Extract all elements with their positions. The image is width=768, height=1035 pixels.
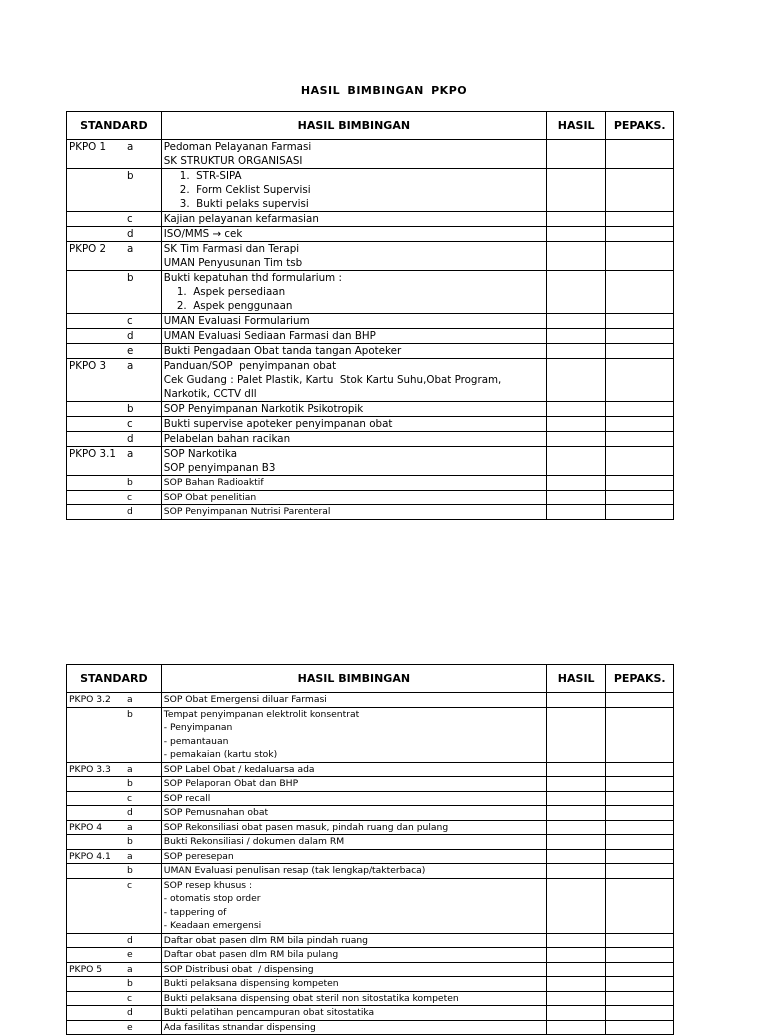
hasil-bimbingan-cell bbox=[161, 402, 546, 417]
standard-subitem: a bbox=[127, 763, 133, 775]
standard-cell bbox=[67, 212, 162, 227]
standard-code: PKPO 4 bbox=[69, 821, 103, 833]
hasil-bimbingan-cell bbox=[161, 962, 546, 977]
hasil-bimbingan-cell bbox=[161, 271, 546, 314]
bimbingan-line: Daftar obat pasen dlm RM bila pulang bbox=[163, 949, 339, 960]
bimbingan-line: SK Tim Farmasi dan Terapi bbox=[163, 243, 300, 255]
bimbingan-line: SOP recall bbox=[163, 792, 211, 804]
bimbingan-line: 2. Form Ceklist Supervisi bbox=[179, 184, 311, 196]
standard-cell bbox=[67, 849, 162, 864]
hasil-cell[interactable] bbox=[546, 344, 605, 359]
hasil-cell[interactable] bbox=[546, 933, 605, 948]
bimbingan-line: 1. STR-SIPA bbox=[179, 170, 242, 182]
table-row bbox=[67, 977, 674, 992]
pepaks-cell[interactable] bbox=[606, 806, 674, 821]
bimbingan-line: SOP penyimpanan B3 bbox=[163, 462, 276, 474]
pepaks-cell[interactable] bbox=[606, 977, 674, 992]
standard-cell bbox=[67, 169, 162, 212]
table-row bbox=[67, 835, 674, 850]
bimbingan-line: SOP Narkotika bbox=[163, 448, 238, 460]
pepaks-cell[interactable] bbox=[606, 402, 674, 417]
hasil-cell[interactable] bbox=[546, 271, 605, 314]
bimbingan-line: - pemantauan bbox=[163, 735, 229, 747]
hasil-bimbingan-cell bbox=[161, 864, 546, 879]
standard-subitem: c bbox=[127, 992, 133, 1004]
bimbingan-line: Bukti pelatihan pencampuran obat sitostatika bbox=[163, 1007, 375, 1018]
bimbingan-line: Pedoman Pelayanan Farmasi bbox=[163, 141, 312, 153]
pepaks-cell[interactable] bbox=[606, 344, 674, 359]
table-row bbox=[67, 707, 674, 762]
standard-subitem: d bbox=[127, 228, 134, 240]
standard-subitem: d bbox=[127, 506, 133, 517]
standard-cell bbox=[67, 962, 162, 977]
bimbingan-line: Ada fasilitas stnandar dispensing bbox=[163, 1021, 316, 1033]
table-row bbox=[67, 1020, 674, 1035]
standard-subitem: b bbox=[127, 708, 133, 720]
standard-subitem: b bbox=[127, 865, 133, 876]
table-row bbox=[67, 806, 674, 821]
bimbingan-line: SOP Penyimpanan Narkotik Psikotropik bbox=[163, 403, 364, 415]
table-row bbox=[67, 991, 674, 1006]
bimbingan-line: - otomatis stop order bbox=[163, 893, 261, 904]
hasil-bimbingan-cell bbox=[161, 762, 546, 777]
standard-cell bbox=[67, 1020, 162, 1035]
pepaks-cell[interactable] bbox=[606, 212, 674, 227]
hasil-cell[interactable] bbox=[546, 447, 605, 476]
table-row bbox=[67, 227, 674, 242]
bimbingan-line: SK STRUKTUR ORGANISASI bbox=[163, 155, 303, 167]
hasil-bimbingan-cell bbox=[161, 212, 546, 227]
standard-subitem: a bbox=[127, 963, 133, 975]
hasil-bimbingan-cell bbox=[161, 977, 546, 992]
standard-subitem: a bbox=[127, 448, 134, 460]
bimbingan-line: Bukti pelaksana dispensing obat steril non sitostatika kompeten bbox=[163, 992, 459, 1004]
table-row bbox=[67, 242, 674, 271]
standard-code: PKPO 3.2 bbox=[69, 694, 111, 705]
standard-cell bbox=[67, 140, 162, 169]
standard-subitem: d bbox=[127, 433, 134, 445]
standard-cell bbox=[67, 329, 162, 344]
bimbingan-line: - Keadaan emergensi bbox=[163, 920, 262, 931]
hasil-bimbingan-cell bbox=[161, 140, 546, 169]
standard-cell bbox=[67, 242, 162, 271]
pepaks-cell[interactable] bbox=[606, 849, 674, 864]
standard-subitem: a bbox=[127, 850, 133, 862]
hasil-bimbingan-cell bbox=[161, 835, 546, 850]
header-hasil-bimbingan: HASIL BIMBINGAN bbox=[161, 665, 546, 693]
table-row bbox=[67, 314, 674, 329]
standard-code: PKPO 4.1 bbox=[69, 850, 111, 862]
header-pepaks: PEPAKS. bbox=[606, 112, 674, 140]
pepaks-cell[interactable] bbox=[606, 693, 674, 708]
standard-cell bbox=[67, 417, 162, 432]
hasil-bimbingan-cell bbox=[161, 777, 546, 792]
bimbingan-line: Bukti supervise apoteker penyimpanan obat bbox=[163, 418, 393, 430]
standard-cell bbox=[67, 977, 162, 992]
standard-cell bbox=[67, 835, 162, 850]
hasil-bimbingan-cell bbox=[161, 948, 546, 963]
standard-subitem: d bbox=[127, 330, 134, 342]
bimbingan-line: Bukti pelaksana dispensing kompeten bbox=[163, 978, 339, 989]
pepaks-cell[interactable] bbox=[606, 835, 674, 850]
pepaks-cell[interactable] bbox=[606, 227, 674, 242]
standard-code: PKPO 5 bbox=[69, 963, 103, 975]
pepaks-cell[interactable] bbox=[606, 762, 674, 777]
table-row bbox=[67, 344, 674, 359]
standard-subitem: b bbox=[127, 477, 133, 488]
document-title: HASIL BIMBINGAN PKPO bbox=[300, 84, 468, 97]
pepaks-cell[interactable] bbox=[606, 169, 674, 212]
bimbingan-line: UMAN Evaluasi Sediaan Farmasi dan BHP bbox=[163, 330, 376, 342]
hasil-cell[interactable] bbox=[546, 791, 605, 806]
hasil-cell[interactable] bbox=[546, 806, 605, 821]
hasil-cell[interactable] bbox=[546, 762, 605, 777]
standard-cell bbox=[67, 864, 162, 879]
standard-subitem: c bbox=[127, 315, 133, 327]
standard-code: PKPO 3.3 bbox=[69, 763, 111, 775]
standard-cell bbox=[67, 227, 162, 242]
table-row bbox=[67, 490, 674, 505]
hasil-cell[interactable] bbox=[546, 505, 605, 520]
bimbingan-line: - Penyimpanan bbox=[163, 722, 233, 733]
hasil-bimbingan-cell bbox=[161, 329, 546, 344]
pepaks-cell[interactable] bbox=[606, 476, 674, 491]
table-row bbox=[67, 864, 674, 879]
table-header-row bbox=[67, 112, 674, 140]
hasil-bimbingan-cell bbox=[161, 242, 546, 271]
standard-subitem: b bbox=[127, 403, 134, 415]
pepaks-cell[interactable] bbox=[606, 777, 674, 792]
bimbingan-line: Tempat penyimpanan elektrolit konsentrat bbox=[163, 708, 360, 720]
pepaks-cell[interactable] bbox=[606, 314, 674, 329]
hasil-cell[interactable] bbox=[546, 991, 605, 1006]
pepaks-cell[interactable] bbox=[606, 329, 674, 344]
standard-subitem: b bbox=[127, 778, 133, 789]
header-hasil: HASIL bbox=[546, 665, 605, 693]
hasil-bimbingan-cell bbox=[161, 359, 546, 402]
standard-cell bbox=[67, 359, 162, 402]
bimbingan-line: Bukti kepatuhan thd formularium : bbox=[163, 272, 342, 284]
bimbingan-line: UMAN Evaluasi Formularium bbox=[163, 315, 310, 327]
bimbingan-line: Cek Gudang : Palet Plastik, Kartu Stok Kartu Suhu,Obat Program, bbox=[163, 374, 502, 386]
bimbingan-line: UMAN Penyusunan Tim tsb bbox=[163, 257, 303, 269]
standard-cell bbox=[67, 707, 162, 762]
bimbingan-line: SOP Penyimpanan Nutrisi Parenteral bbox=[163, 506, 331, 517]
pepaks-cell[interactable] bbox=[606, 991, 674, 1006]
table-row bbox=[67, 432, 674, 447]
hasil-bimbingan-cell bbox=[161, 432, 546, 447]
hasil-cell[interactable] bbox=[546, 227, 605, 242]
pepaks-cell[interactable] bbox=[606, 878, 674, 933]
table-row bbox=[67, 476, 674, 491]
standard-cell bbox=[67, 991, 162, 1006]
table-row bbox=[67, 693, 674, 708]
table-row bbox=[67, 933, 674, 948]
bimbingan-line: Panduan/SOP penyimpanan obat bbox=[163, 360, 337, 372]
table-row bbox=[67, 212, 674, 227]
header-standard: STANDARD bbox=[67, 665, 162, 693]
hasil-cell[interactable] bbox=[546, 476, 605, 491]
standard-code: PKPO 3.1 bbox=[69, 448, 116, 460]
pepaks-cell[interactable] bbox=[606, 962, 674, 977]
hasil-cell[interactable] bbox=[546, 242, 605, 271]
standard-cell bbox=[67, 806, 162, 821]
hasil-bimbingan-cell bbox=[161, 344, 546, 359]
hasil-cell[interactable] bbox=[546, 169, 605, 212]
bimbingan-line: SOP Pemusnahan obat bbox=[163, 807, 269, 818]
standard-subitem: b bbox=[127, 836, 133, 847]
bimbingan-line: SOP Rekonsiliasi obat pasen masuk, pindah ruang dan pulang bbox=[163, 821, 449, 833]
standard-cell bbox=[67, 447, 162, 476]
standard-cell bbox=[67, 476, 162, 491]
standard-subitem: a bbox=[127, 360, 134, 372]
standard-subitem: b bbox=[127, 170, 134, 182]
standard-cell bbox=[67, 432, 162, 447]
pepaks-cell[interactable] bbox=[606, 417, 674, 432]
bimbingan-line: 2. Aspek penggunaan bbox=[163, 300, 293, 312]
pepaks-cell[interactable] bbox=[606, 140, 674, 169]
table-row bbox=[67, 1006, 674, 1021]
pepaks-cell[interactable] bbox=[606, 707, 674, 762]
bimbingan-line: Narkotik, CCTV dll bbox=[163, 388, 257, 400]
table-row bbox=[67, 329, 674, 344]
standard-subitem: c bbox=[127, 879, 133, 891]
bimbingan-line: SOP Bahan Radioaktif bbox=[163, 477, 264, 488]
bimbingan-table-2 bbox=[66, 664, 674, 1035]
bimbingan-line: 1. Aspek persediaan bbox=[163, 286, 286, 298]
hasil-cell[interactable] bbox=[546, 948, 605, 963]
standard-subitem: a bbox=[127, 694, 133, 705]
hasil-bimbingan-cell bbox=[161, 820, 546, 835]
hasil-bimbingan-cell bbox=[161, 1020, 546, 1035]
hasil-bimbingan-cell bbox=[161, 849, 546, 864]
standard-subitem: a bbox=[127, 821, 133, 833]
table-row bbox=[67, 359, 674, 402]
table-row bbox=[67, 962, 674, 977]
hasil-cell[interactable] bbox=[546, 835, 605, 850]
pepaks-cell[interactable] bbox=[606, 864, 674, 879]
standard-code: PKPO 1 bbox=[69, 141, 107, 153]
standard-cell bbox=[67, 490, 162, 505]
hasil-bimbingan-cell bbox=[161, 227, 546, 242]
table-row bbox=[67, 505, 674, 520]
pepaks-cell[interactable] bbox=[606, 242, 674, 271]
bimbingan-line: SOP Obat Emergensi diluar Farmasi bbox=[163, 694, 327, 705]
hasil-cell[interactable] bbox=[546, 1006, 605, 1021]
hasil-cell[interactable] bbox=[546, 314, 605, 329]
bimbingan-line: Bukti Pengadaan Obat tanda tangan Apoteker bbox=[163, 345, 402, 357]
standard-subitem: c bbox=[127, 418, 133, 430]
table-header-row bbox=[67, 665, 674, 693]
bimbingan-line: SOP Label Obat / kedaluarsa ada bbox=[163, 763, 315, 775]
table-row bbox=[67, 948, 674, 963]
bimbingan-line: 3. Bukti pelaks supervisi bbox=[179, 198, 309, 210]
standard-subitem: c bbox=[127, 792, 133, 804]
table-row bbox=[67, 417, 674, 432]
hasil-cell[interactable] bbox=[546, 490, 605, 505]
hasil-cell[interactable] bbox=[546, 329, 605, 344]
hasil-cell[interactable] bbox=[546, 977, 605, 992]
table-row bbox=[67, 777, 674, 792]
hasil-cell[interactable] bbox=[546, 878, 605, 933]
standard-cell bbox=[67, 820, 162, 835]
table-row bbox=[67, 402, 674, 417]
standard-cell bbox=[67, 878, 162, 933]
hasil-bimbingan-cell bbox=[161, 490, 546, 505]
bimbingan-line: - pemakaian (kartu stok) bbox=[163, 749, 278, 760]
standard-cell bbox=[67, 791, 162, 806]
pepaks-cell[interactable] bbox=[606, 505, 674, 520]
hasil-cell[interactable] bbox=[546, 140, 605, 169]
hasil-cell[interactable] bbox=[546, 417, 605, 432]
bimbingan-line: SOP Obat penelitian bbox=[163, 491, 257, 503]
standard-cell bbox=[67, 505, 162, 520]
bimbingan-line: Daftar obat pasen dlm RM bila pindah ruang bbox=[163, 934, 368, 946]
table-row bbox=[67, 849, 674, 864]
pepaks-cell[interactable] bbox=[606, 271, 674, 314]
standard-subitem: b bbox=[127, 272, 134, 284]
hasil-bimbingan-cell bbox=[161, 314, 546, 329]
pepaks-cell[interactable] bbox=[606, 791, 674, 806]
standard-code: PKPO 3 bbox=[69, 360, 107, 372]
pepaks-cell[interactable] bbox=[606, 447, 674, 476]
bimbingan-line: ISO/MMS → cek bbox=[163, 228, 243, 240]
standard-subitem: a bbox=[127, 141, 134, 153]
bimbingan-line: Bukti Rekonsiliasi / dokumen dalam RM bbox=[163, 836, 345, 847]
hasil-bimbingan-cell bbox=[161, 417, 546, 432]
table-row bbox=[67, 140, 674, 169]
hasil-bimbingan-cell bbox=[161, 707, 546, 762]
hasil-bimbingan-cell bbox=[161, 1006, 546, 1021]
hasil-cell[interactable] bbox=[546, 820, 605, 835]
standard-subitem: a bbox=[127, 243, 134, 255]
standard-cell bbox=[67, 344, 162, 359]
standard-cell bbox=[67, 271, 162, 314]
table-row bbox=[67, 762, 674, 777]
standard-subitem: c bbox=[127, 213, 133, 225]
standard-cell bbox=[67, 948, 162, 963]
standard-subitem: e bbox=[127, 1021, 133, 1033]
pepaks-cell[interactable] bbox=[606, 490, 674, 505]
standard-cell bbox=[67, 777, 162, 792]
standard-cell bbox=[67, 1006, 162, 1021]
table-row bbox=[67, 791, 674, 806]
bimbingan-table-1 bbox=[66, 111, 674, 520]
standard-subitem: e bbox=[127, 949, 133, 960]
table-row bbox=[67, 169, 674, 212]
standard-cell bbox=[67, 762, 162, 777]
hasil-cell[interactable] bbox=[546, 432, 605, 447]
pepaks-cell[interactable] bbox=[606, 933, 674, 948]
pepaks-cell[interactable] bbox=[606, 1020, 674, 1035]
table-row bbox=[67, 820, 674, 835]
standard-cell bbox=[67, 933, 162, 948]
hasil-cell[interactable] bbox=[546, 707, 605, 762]
hasil-cell[interactable] bbox=[546, 212, 605, 227]
pepaks-cell[interactable] bbox=[606, 820, 674, 835]
hasil-cell[interactable] bbox=[546, 1020, 605, 1035]
standard-subitem: d bbox=[127, 934, 133, 946]
standard-subitem: c bbox=[127, 491, 133, 503]
hasil-cell[interactable] bbox=[546, 359, 605, 402]
hasil-bimbingan-cell bbox=[161, 991, 546, 1006]
bimbingan-line: SOP Pelaporan Obat dan BHP bbox=[163, 778, 299, 789]
pepaks-cell[interactable] bbox=[606, 359, 674, 402]
bimbingan-line: SOP resep khusus : bbox=[163, 879, 253, 891]
header-standard: STANDARD bbox=[67, 112, 162, 140]
standard-subitem: d bbox=[127, 807, 133, 818]
header-hasil: HASIL bbox=[546, 112, 605, 140]
hasil-cell[interactable] bbox=[546, 777, 605, 792]
bimbingan-line: Kajian pelayanan kefarmasian bbox=[163, 213, 319, 225]
standard-cell bbox=[67, 693, 162, 708]
bimbingan-line: SOP peresepan bbox=[163, 850, 234, 862]
standard-cell bbox=[67, 402, 162, 417]
pepaks-cell[interactable] bbox=[606, 948, 674, 963]
hasil-bimbingan-cell bbox=[161, 476, 546, 491]
hasil-bimbingan-cell bbox=[161, 806, 546, 821]
hasil-cell[interactable] bbox=[546, 693, 605, 708]
bimbingan-line: - tappering of bbox=[163, 906, 227, 918]
hasil-bimbingan-cell bbox=[161, 933, 546, 948]
table-row bbox=[67, 271, 674, 314]
standard-subitem: b bbox=[127, 978, 133, 989]
header-hasil-bimbingan: HASIL BIMBINGAN bbox=[161, 112, 546, 140]
standard-subitem: e bbox=[127, 345, 134, 357]
standard-subitem: d bbox=[127, 1007, 133, 1018]
hasil-cell[interactable] bbox=[546, 864, 605, 879]
standard-cell bbox=[67, 314, 162, 329]
hasil-cell[interactable] bbox=[546, 402, 605, 417]
hasil-bimbingan-cell bbox=[161, 693, 546, 708]
hasil-bimbingan-cell bbox=[161, 447, 546, 476]
pepaks-cell[interactable] bbox=[606, 1006, 674, 1021]
hasil-bimbingan-cell bbox=[161, 878, 546, 933]
standard-code: PKPO 2 bbox=[69, 243, 107, 255]
hasil-bimbingan-cell bbox=[161, 505, 546, 520]
table-row bbox=[67, 878, 674, 933]
hasil-bimbingan-cell bbox=[161, 169, 546, 212]
hasil-cell[interactable] bbox=[546, 962, 605, 977]
header-pepaks: PEPAKS. bbox=[606, 665, 674, 693]
bimbingan-line: Pelabelan bahan racikan bbox=[163, 433, 291, 445]
hasil-cell[interactable] bbox=[546, 849, 605, 864]
bimbingan-line: SOP Distribusi obat / dispensing bbox=[163, 963, 314, 975]
table-row bbox=[67, 447, 674, 476]
pepaks-cell[interactable] bbox=[606, 432, 674, 447]
bimbingan-line: UMAN Evaluasi penulisan resap (tak lengkap/takterbaca) bbox=[163, 865, 426, 876]
hasil-bimbingan-cell bbox=[161, 791, 546, 806]
